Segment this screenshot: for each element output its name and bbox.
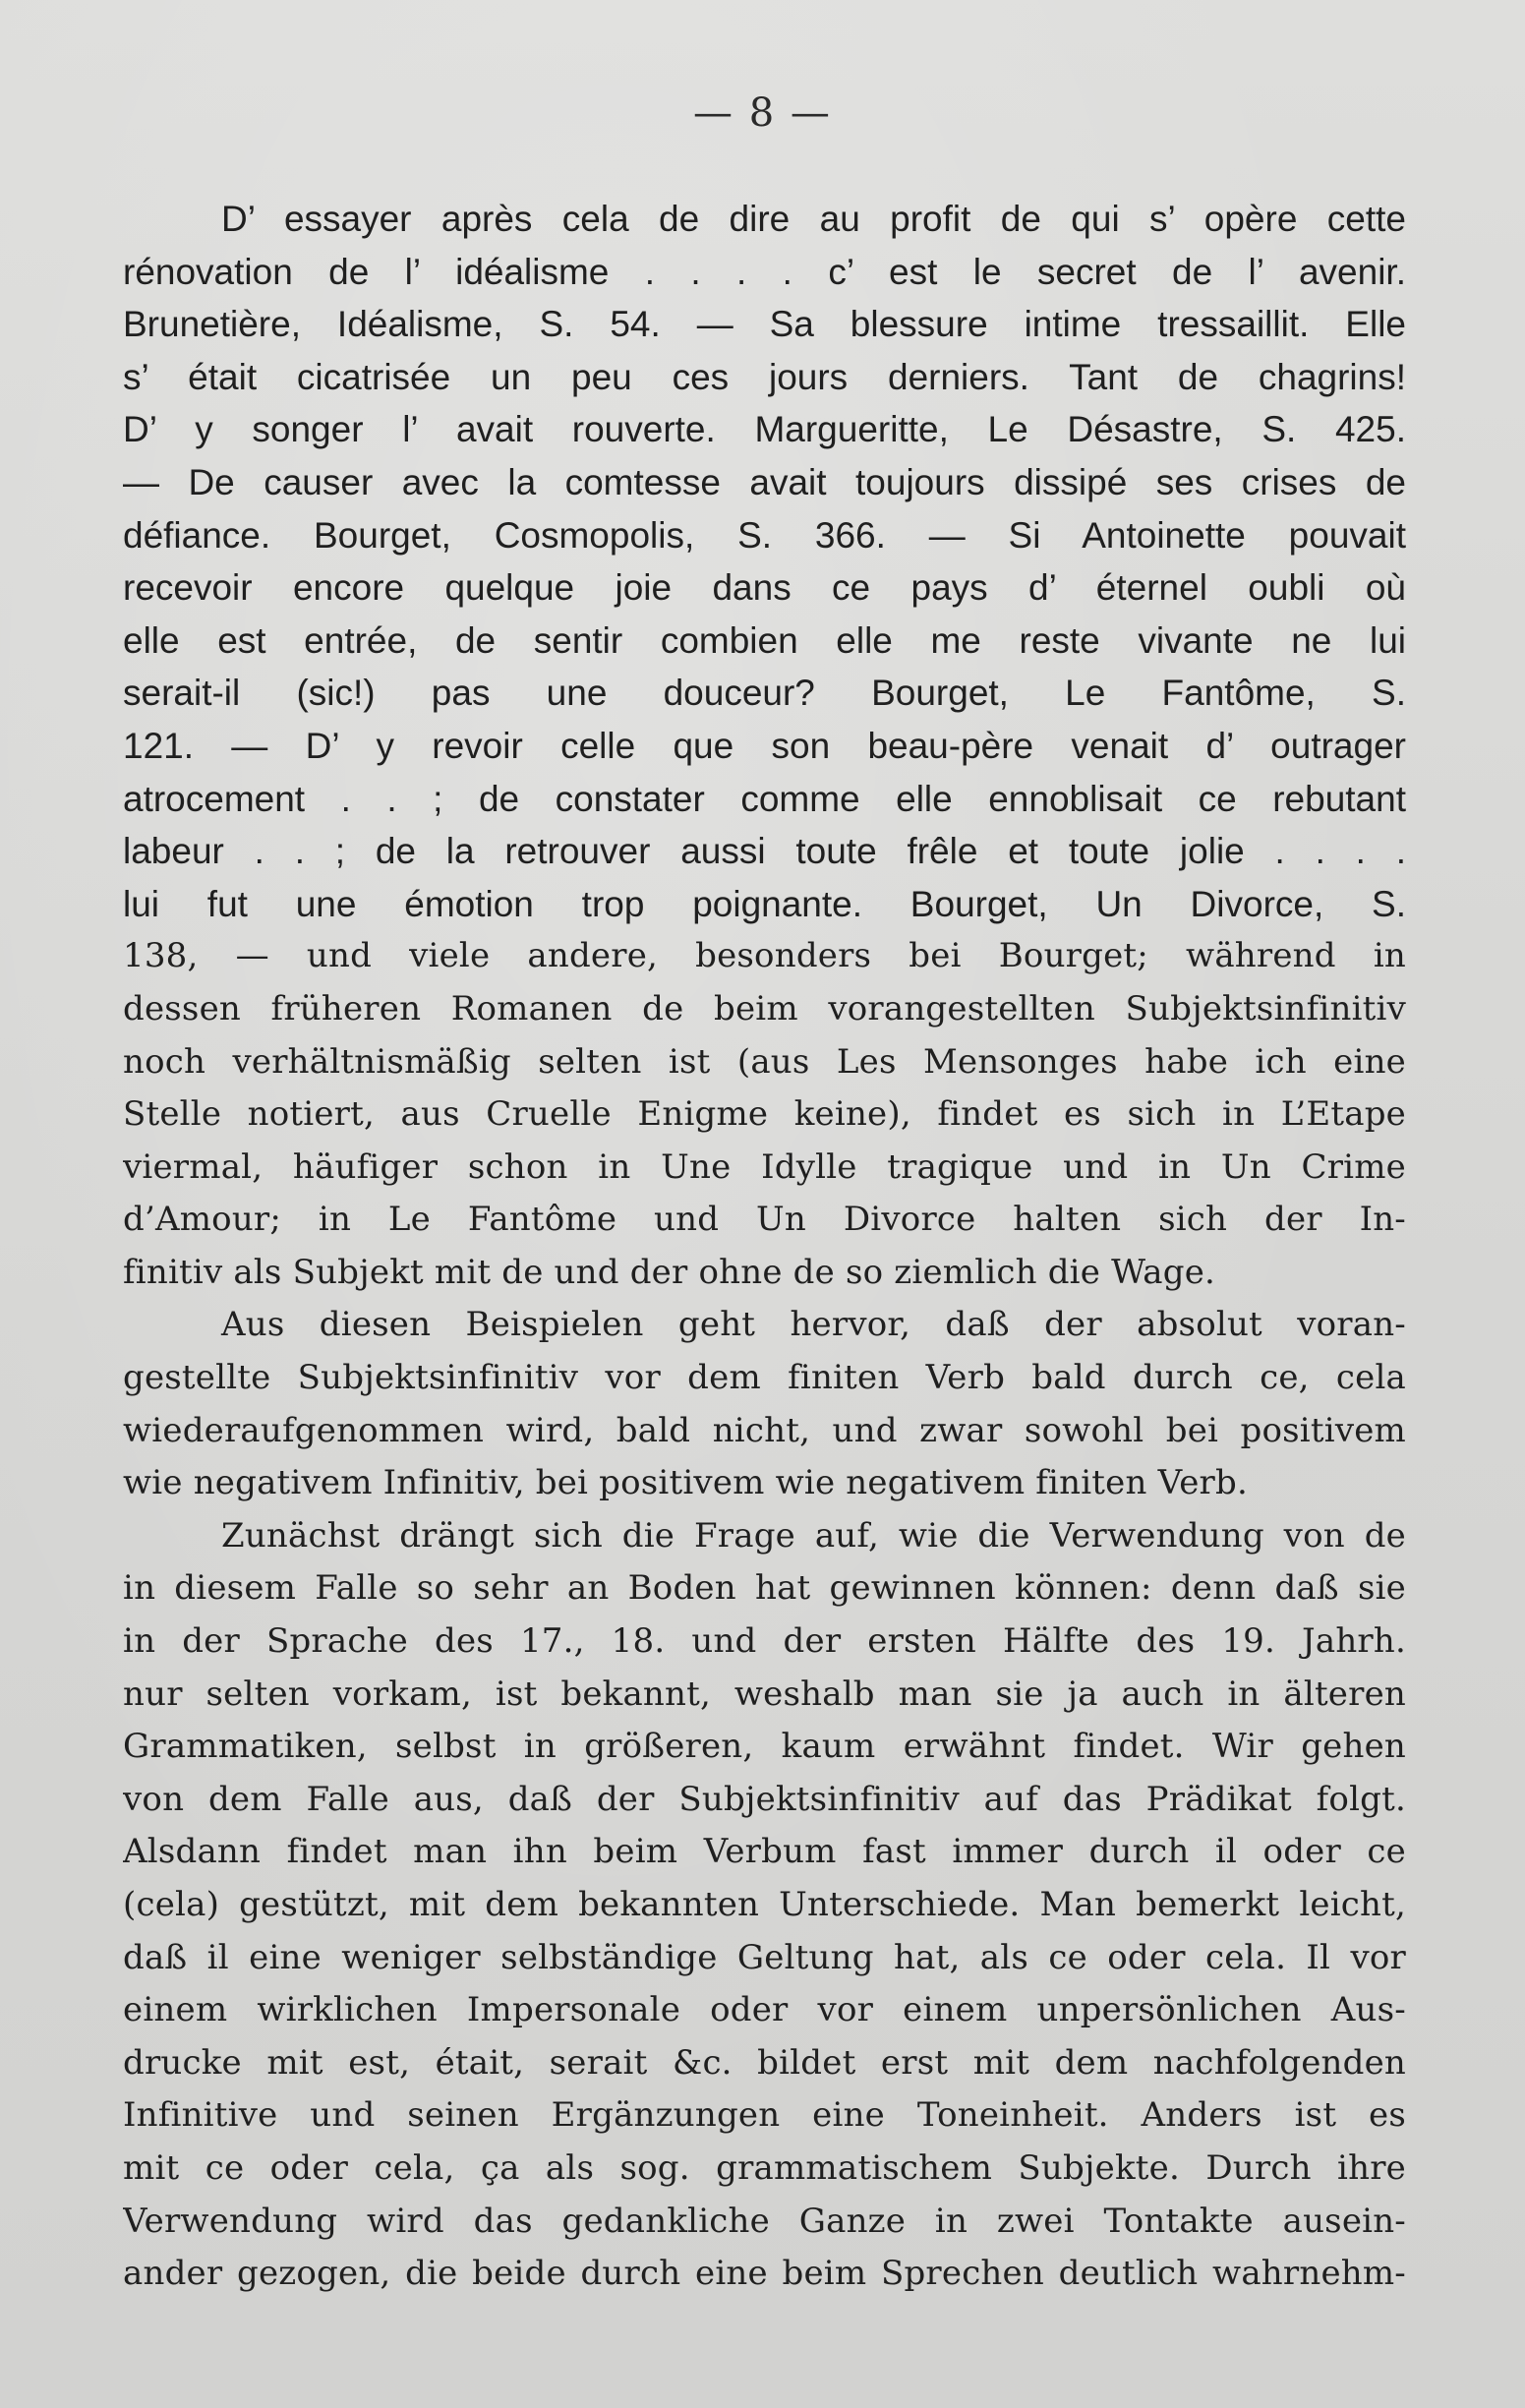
text-line: von dem Falle aus, daß der Subjektsinfinitiv auf das Prädikat folgt. bbox=[123, 1779, 1406, 1819]
text-line: labeur . . ; de la retrouver aussi toute frêle et toute jolie . . . . bbox=[123, 831, 1406, 872]
text-line: daß il eine weniger selbständige Geltung hat, als ce oder cela. Il vor bbox=[123, 1937, 1406, 1977]
text-line: Infinitive und seinen Ergänzungen eine Toneinheit. Anders ist es bbox=[123, 2095, 1406, 2136]
text-line: 121. — D’ y revoir celle que son beau-père venait d’ outrager bbox=[123, 725, 1406, 766]
text-line: elle est entrée, de sentir combien elle me reste vivante ne lui bbox=[123, 619, 1406, 661]
text-line: serait-il (sic!) pas une douceur? Bourget, Le Fantôme, S. bbox=[123, 673, 1406, 714]
text-line: Verwendung wird das gedankliche Ganze in zwei Tontakte ausein- bbox=[123, 2201, 1406, 2241]
text-line: Zunächst drängt sich die Frage auf, wie die Verwendung von de bbox=[221, 1515, 1406, 1556]
text-line: Alsdann findet man ihn beim Verbum fast immer durch il oder ce bbox=[123, 1832, 1406, 1872]
body-text bbox=[123, 193, 1406, 2301]
text-line: recevoir encore quelque joie dans ce pays d’ éternel oubli où bbox=[123, 567, 1406, 609]
text-line: in der Sprache des 17., 18. und der ersten Hälfte des 19. Jahrh. bbox=[123, 1621, 1406, 1662]
text-line: Stelle notiert, aus Cruelle Enigme keine), findet es sich in L’Etape bbox=[123, 1094, 1406, 1135]
text-line: drucke mit est, était, serait &c. bildet erst mit dem nachfolgenden bbox=[123, 2042, 1406, 2083]
text-line: s’ était cicatrisée un peu ces jours derniers. Tant de chagrins! bbox=[123, 356, 1406, 397]
text-line: Aus diesen Beispielen geht hervor, daß der absolut voran- bbox=[221, 1305, 1406, 1345]
text-line: d’Amour; in Le Fantôme und Un Divorce halten sich der In- bbox=[123, 1200, 1406, 1240]
text-line: viermal, häufiger schon in Une Idylle tragique und in Un Crime bbox=[123, 1146, 1406, 1187]
text-line: lui fut une émotion trop poignante. Bourget, Un Divorce, S. bbox=[123, 883, 1406, 924]
text-line: in diesem Falle so sehr an Boden hat gewinnen können: denn daß sie bbox=[123, 1568, 1406, 1609]
text-line: D’ y songer l’ avait rouverte. Margueritte, Le Désastre, S. 425. bbox=[123, 409, 1406, 450]
text-line: finitiv als Subjekt mit de und der ohne de so ziemlich die Wage. bbox=[123, 1252, 1216, 1292]
text-line: Grammatiken, selbst in größeren, kaum erwähnt findet. Wir gehen bbox=[123, 1727, 1406, 1767]
text-line: 138, — und viele andere, besonders bei Bourget; während in bbox=[123, 936, 1406, 976]
text-line: einem wirklichen Impersonale oder vor einem unpersönlichen Aus- bbox=[123, 1990, 1406, 2030]
text-line: — De causer avec la comtesse avait toujours dissipé ses crises de bbox=[123, 461, 1406, 502]
text-line: wiederaufgenommen wird, bald nicht, und zwar sowohl bei positivem bbox=[123, 1410, 1406, 1450]
text-line: rénovation de l’ idéalisme . . . . c’ est le secret de l’ avenir. bbox=[123, 251, 1406, 292]
text-line: ander gezogen, die beide durch eine beim Sprechen deutlich wahrnehm- bbox=[123, 2254, 1406, 2294]
text-line: gestellte Subjektsinfinitiv vor dem finiten Verb bald durch ce, cela bbox=[123, 1358, 1406, 1398]
text-line: atrocement . . ; de constater comme elle ennoblisait ce rebutant bbox=[123, 778, 1406, 819]
text-line: wie negativem Infinitiv, bei positivem wie negativem finiten Verb. bbox=[123, 1463, 1248, 1503]
text-line: nur selten vorkam, ist bekannt, weshalb man sie ja auch in älteren bbox=[123, 1674, 1406, 1714]
page-number: — 8 — bbox=[693, 90, 832, 136]
text-line: (cela) gestützt, mit dem bekannten Unterschiede. Man bemerkt leicht, bbox=[123, 1885, 1406, 1924]
text-line: noch verhältnismäßig selten ist (aus Les Mensonges habe ich eine bbox=[123, 1041, 1406, 1082]
text-line: Brunetière, Idéalisme, S. 54. — Sa blessure intime tressaillit. Elle bbox=[123, 304, 1406, 345]
text-line: D’ essayer après cela de dire au profit de qui s’ opère cette bbox=[221, 199, 1406, 239]
text-line: dessen früheren Romanen de beim vorangestellten Subjektsinfinitiv bbox=[123, 988, 1406, 1028]
text-line: mit ce oder cela, ça als sog. grammatischem Subjekte. Durch ihre bbox=[123, 2147, 1406, 2188]
text-line: défiance. Bourget, Cosmopolis, S. 366. — Si Antoinette pouvait bbox=[123, 514, 1406, 556]
